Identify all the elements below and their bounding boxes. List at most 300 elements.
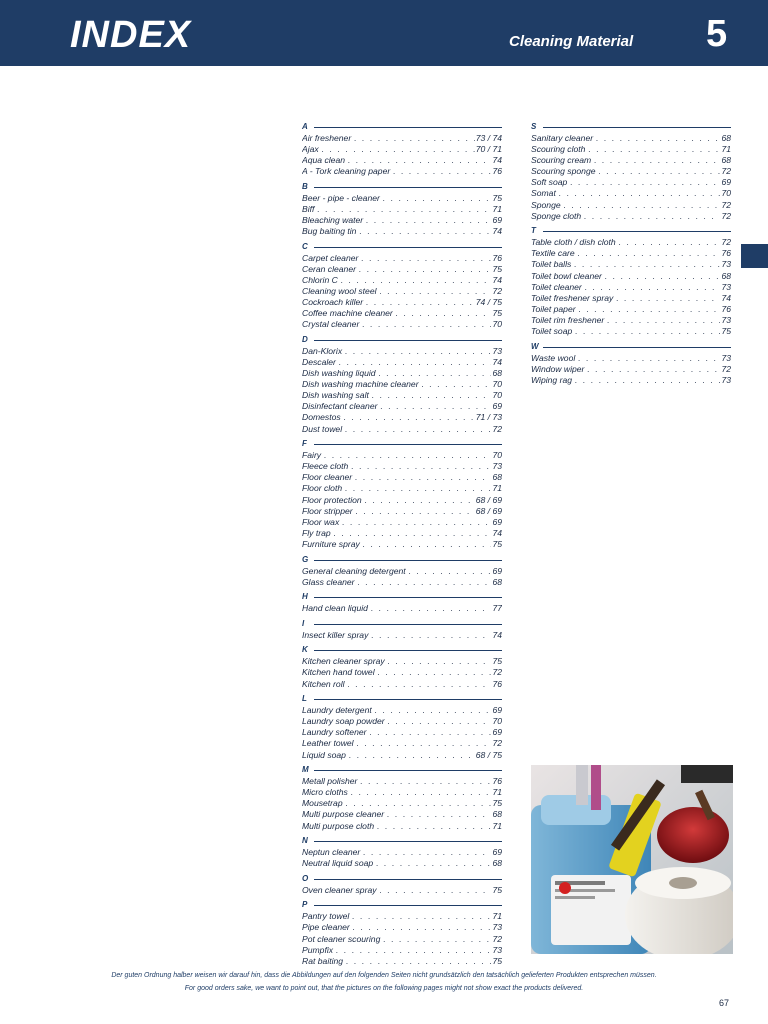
dot-leader [619,237,721,248]
dot-leader [349,750,475,761]
section-letter: N [302,836,308,846]
index-section-p [302,899,502,966]
section-divider [314,879,502,880]
index-entry [531,200,731,211]
entry-name: Window wiper [531,363,585,374]
index-entry [302,577,502,588]
page-number: 67 [719,998,730,1008]
entry-page: 70 [492,450,502,461]
entry-page: 70 [492,716,502,727]
dot-leader [354,133,475,144]
index-entry [302,308,502,319]
section-letter-header [302,121,502,133]
index-entry [531,271,731,282]
entry-page: 74 [492,629,502,640]
index-section-k [302,644,502,689]
entry-page: 73 [492,922,502,933]
index-column-right [531,121,731,386]
index-entry [302,539,502,550]
dot-leader [351,787,492,798]
dot-leader [607,315,720,326]
section-letter-header [302,334,502,346]
section-divider [314,340,502,341]
entry-page: 72 [492,933,502,944]
dot-leader [346,798,492,809]
dot-leader [348,679,492,690]
index-entry [302,472,502,483]
entry-page: 71 [492,911,502,922]
dot-leader [379,368,492,379]
dot-leader [372,390,492,401]
entry-name: A - Tork cleaning paper [302,166,391,177]
entry-page: 72 [721,210,731,221]
index-entry [302,155,502,166]
entry-page: 68 [492,858,502,869]
entry-name: Scouring cloth [531,144,586,155]
index-entry [302,528,502,539]
index-entry [302,506,502,517]
section-divider [543,347,731,348]
index-entry [302,911,502,922]
index-entry [531,177,731,188]
entry-page: 68 [721,155,731,166]
index-section-i [302,618,502,641]
dot-leader [387,809,491,820]
index-entry [302,424,502,435]
dot-leader [422,379,492,390]
dot-leader [356,506,475,517]
dot-leader [334,528,492,539]
index-section-c [302,241,502,331]
dot-leader [351,461,491,472]
index-section-h [302,591,502,614]
entry-page: 68 [492,472,502,483]
section-divider [543,127,731,128]
index-entry [302,716,502,727]
index-section-m [302,764,502,831]
index-entry [531,166,731,177]
index-section-s [531,121,731,222]
dot-leader [575,375,720,386]
entry-name: Neutral liquid soap [302,858,374,869]
entry-name: Pumpfix [302,944,334,955]
section-letter-header [302,835,502,847]
entry-page: 69 [492,215,502,226]
index-entry [531,155,731,166]
entry-page: 76 [492,776,502,787]
index-entry [302,787,502,798]
dot-leader [371,603,492,614]
section-divider [314,597,502,598]
section-letter: T [531,226,536,236]
entry-page: 70 [492,379,502,390]
section-letter-header [302,554,502,566]
dot-leader [605,271,721,282]
section-letter-header [302,438,502,450]
index-entry [302,885,502,896]
entry-page: 75 [492,656,502,667]
entry-page: 74 [721,292,731,303]
dot-leader [361,253,491,264]
entry-page: 76 [492,678,502,689]
dot-leader [365,495,475,506]
entry-name: Toilet paper [531,303,576,314]
entry-page: 73 [492,944,502,955]
index-section-a [302,121,502,177]
section-letter: H [302,592,308,602]
section-letter-header [302,241,502,253]
dot-leader [584,211,720,222]
entry-name: Kitchen roll [302,678,345,689]
section-divider [314,650,502,651]
entry-name: Floor cloth [302,483,343,494]
dot-leader [380,401,491,412]
section-divider [314,624,502,625]
index-column-left [302,121,502,967]
product-photo [531,765,733,954]
section-letter: M [302,765,309,775]
section-letter: L [302,694,307,704]
dot-leader [360,776,491,787]
section-letter: W [531,341,539,351]
index-entry [302,922,502,933]
entry-page: 73 [492,461,502,472]
dot-leader [362,319,491,330]
index-section-w [531,341,731,386]
index-entry [302,286,502,297]
entry-page: 72 [721,237,731,248]
entry-page: 76 [721,248,731,259]
entry-name: Ceran cleaner [302,263,356,274]
entry-page: 75 [492,798,502,809]
section-divider [314,560,502,561]
dot-leader [380,286,492,297]
dot-leader [358,577,492,588]
entry-name: Crystal cleaner [302,319,360,330]
entry-name: Sponge [531,199,561,210]
index-entry [302,495,502,506]
dot-leader [370,727,492,738]
dot-leader [578,248,721,259]
section-letter: B [302,181,308,191]
index-entry [531,144,731,155]
index-entry [531,375,731,386]
dot-leader [396,308,492,319]
dot-leader [375,705,492,716]
index-entry [302,264,502,275]
dot-leader [388,716,492,727]
entry-page: 74 [492,155,502,166]
entry-page: 75 [721,326,731,336]
entry-name: Domestos [302,412,341,423]
entry-page: 75 [492,308,502,319]
section-letter: G [302,554,309,564]
dot-leader [383,934,491,945]
dot-leader [339,357,492,368]
entry-name: Toilet soap [531,326,573,336]
entry-page: 72 [492,738,502,749]
entry-page: 70 [492,390,502,401]
dot-leader [380,885,492,896]
entry-name: Aqua clean [302,155,346,166]
index-entry [302,798,502,809]
dot-leader [371,630,491,641]
entry-name: Table cloth / dish cloth [531,237,616,248]
index-entry [302,253,502,264]
entry-name: Dish washing machine cleaner [302,379,419,390]
index-section-d [302,334,502,435]
dot-leader [366,297,475,308]
header-bar [0,0,768,66]
entry-page: 73 [492,345,502,356]
dot-leader [575,326,720,337]
dot-leader [377,821,491,832]
index-entry [531,237,731,248]
section-divider [314,444,502,445]
index-entry [531,353,731,364]
index-section-n [302,835,502,869]
entry-name: Sponge cloth [531,210,582,221]
entry-name: Laundry softener [302,727,367,738]
index-entry [531,259,731,270]
dot-leader [336,945,491,956]
section-letter-header [302,618,502,630]
section-letter-header [302,764,502,776]
index-entry [531,282,731,293]
entry-name: Leather towel [302,738,354,749]
dot-leader [342,517,491,528]
entry-page: 76 [492,252,502,263]
dot-leader [363,847,491,858]
dot-leader [579,304,721,315]
section-letter-header [302,899,502,911]
entry-name: Waste wool [531,352,576,363]
index-entry [531,326,731,337]
entry-name: Floor wax [302,516,340,527]
entry-page: 68 / 75 [475,749,502,760]
section-divider [314,247,502,248]
index-entry [302,934,502,945]
section-subtitle: Cleaning Material [509,33,634,50]
entry-page: 71 [721,144,731,155]
dot-leader [366,215,491,226]
index-entry [531,315,731,326]
entry-name: Soft soap [531,177,568,188]
index-entry [302,450,502,461]
entry-page: 71 [492,483,502,494]
index-entry [302,483,502,494]
index-entry [302,679,502,690]
entry-page: 70 [492,319,502,330]
dot-leader [559,188,721,199]
index-entry [302,727,502,738]
index-entry [302,368,502,379]
section-letter: F [302,439,307,449]
section-divider [314,905,502,906]
entry-page: 75 [492,538,502,549]
page-title: INDEX [70,14,192,56]
entry-name: Ajax [302,144,319,155]
dot-leader [363,539,492,550]
entry-name: Metall polisher [302,776,358,787]
entry-name: Mousetrap [302,798,343,809]
entry-page: 75 [492,884,502,895]
entry-name: Pantry towel [302,911,350,922]
dot-leader [353,922,492,933]
entry-page: 70 [721,188,731,199]
section-divider [314,187,502,188]
section-letter-header [531,341,731,353]
entry-name: Scouring cream [531,155,592,166]
entry-page: 72 [721,199,731,210]
dot-leader [352,911,491,922]
section-divider [314,770,502,771]
index-entry [302,821,502,832]
dot-leader [585,282,721,293]
index-entry [302,776,502,787]
entry-page: 72 [721,166,731,177]
section-letter-header [302,873,502,885]
entry-name: Furniture spray [302,538,360,549]
dot-leader [588,144,720,155]
entry-name: Neptun cleaner [302,847,361,858]
index-entry [302,956,502,967]
section-letter-header [302,591,502,603]
entry-page: 70 / 71 [475,144,502,155]
dot-leader [574,259,720,270]
section-letter: P [302,900,308,910]
entry-page: 73 [721,352,731,363]
entry-name: Descaler [302,357,336,367]
entry-page: 71 [492,203,502,214]
dot-leader [388,656,492,667]
entry-page: 72 [492,423,502,434]
entry-name: Dust towel [302,423,343,434]
entry-name: Somat [531,188,556,199]
index-entry [302,461,502,472]
dot-leader [378,667,492,678]
entry-name: Fly trap [302,527,331,538]
index-entry [302,517,502,528]
entry-page: 72 [492,286,502,297]
entry-name: Insect killer spray [302,629,369,640]
index-section-f [302,438,502,550]
section-letter: O [302,873,309,883]
entry-page: 74 [492,357,502,367]
dot-leader [346,956,491,967]
index-entry [302,357,502,368]
entry-page: 74 / 75 [475,297,502,308]
entry-page: 71 / 73 [475,412,502,423]
dot-leader [596,133,720,144]
entry-page: 68 [492,809,502,820]
index-entry [302,738,502,749]
entry-page: 76 [721,303,731,314]
entry-page: 75 [492,192,502,203]
section-divider [543,231,731,232]
index-entry [302,412,502,423]
entry-name: Beer - pipe - cleaner [302,192,380,203]
entry-name: Scouring sponge [531,166,596,177]
entry-page: 69 [492,847,502,858]
entry-name: Kitchen hand towel [302,667,375,678]
entry-name: Laundry detergent [302,705,372,716]
dot-leader [393,166,491,177]
entry-name: Wiping rag [531,374,573,385]
entry-name: Textile care [531,248,575,259]
dot-leader [359,226,491,237]
entry-page: 74 [492,527,502,538]
dot-leader [409,566,492,577]
entry-page: 69 [492,516,502,527]
dot-leader [359,264,491,275]
entry-name: Fleece cloth [302,461,349,472]
entry-name: Floor stripper [302,505,353,516]
section-letter-header [302,644,502,656]
index-entry [302,705,502,716]
index-entry [302,297,502,308]
dot-leader [599,166,721,177]
entry-page: 69 [721,177,731,188]
entry-page: 72 [721,363,731,374]
index-entry [302,566,502,577]
entry-name: Carpet cleaner [302,252,359,263]
index-entry [302,390,502,401]
entry-page: 76 [492,166,502,177]
entry-page: 71 [492,820,502,831]
entry-name: Toilet rim freshener [531,314,605,325]
entry-page: 73 / 74 [475,133,502,143]
index-entry [302,226,502,237]
dot-leader [355,472,491,483]
index-entry [531,293,731,304]
index-entry [302,750,502,761]
index-entry [302,166,502,177]
entry-page: 68 / 69 [475,505,502,516]
index-entry [302,319,502,330]
entry-name: Chlorin C [302,274,338,285]
entry-name: Toilet bowl cleaner [531,270,602,281]
entry-name: Cleaning wool steel [302,286,377,297]
entry-name: Pipe cleaner [302,922,350,933]
entry-name: Toilet balls [531,259,572,270]
entry-name: Kitchen cleaner spray [302,656,385,667]
index-entry [531,188,731,199]
section-divider [314,841,502,842]
index-section-o [302,873,502,896]
footer-note-english: For good orders sake, we want to point out, that the pictures on the following pages might not show exact the products delivered. [184,985,584,992]
entry-name: Rat baiting [302,955,344,966]
entry-page: 69 [492,401,502,412]
dot-leader [570,177,720,188]
dot-leader [322,144,475,155]
dot-leader [345,483,491,494]
index-entry [531,133,731,144]
entry-name: Toilet cleaner [531,281,582,292]
section-letter: K [302,645,308,655]
entry-name: Multi purpose cleaner [302,809,385,820]
entry-name: Oven cleaner spray [302,884,377,895]
index-entry [302,945,502,956]
index-entry [302,858,502,869]
section-letter-header [302,181,502,193]
entry-name: Dan-Klorix [302,345,343,356]
index-entry [302,656,502,667]
section-letter-header [531,121,731,133]
entry-page: 75 [492,263,502,274]
index-entry [302,847,502,858]
entry-page: 74 [492,226,502,237]
